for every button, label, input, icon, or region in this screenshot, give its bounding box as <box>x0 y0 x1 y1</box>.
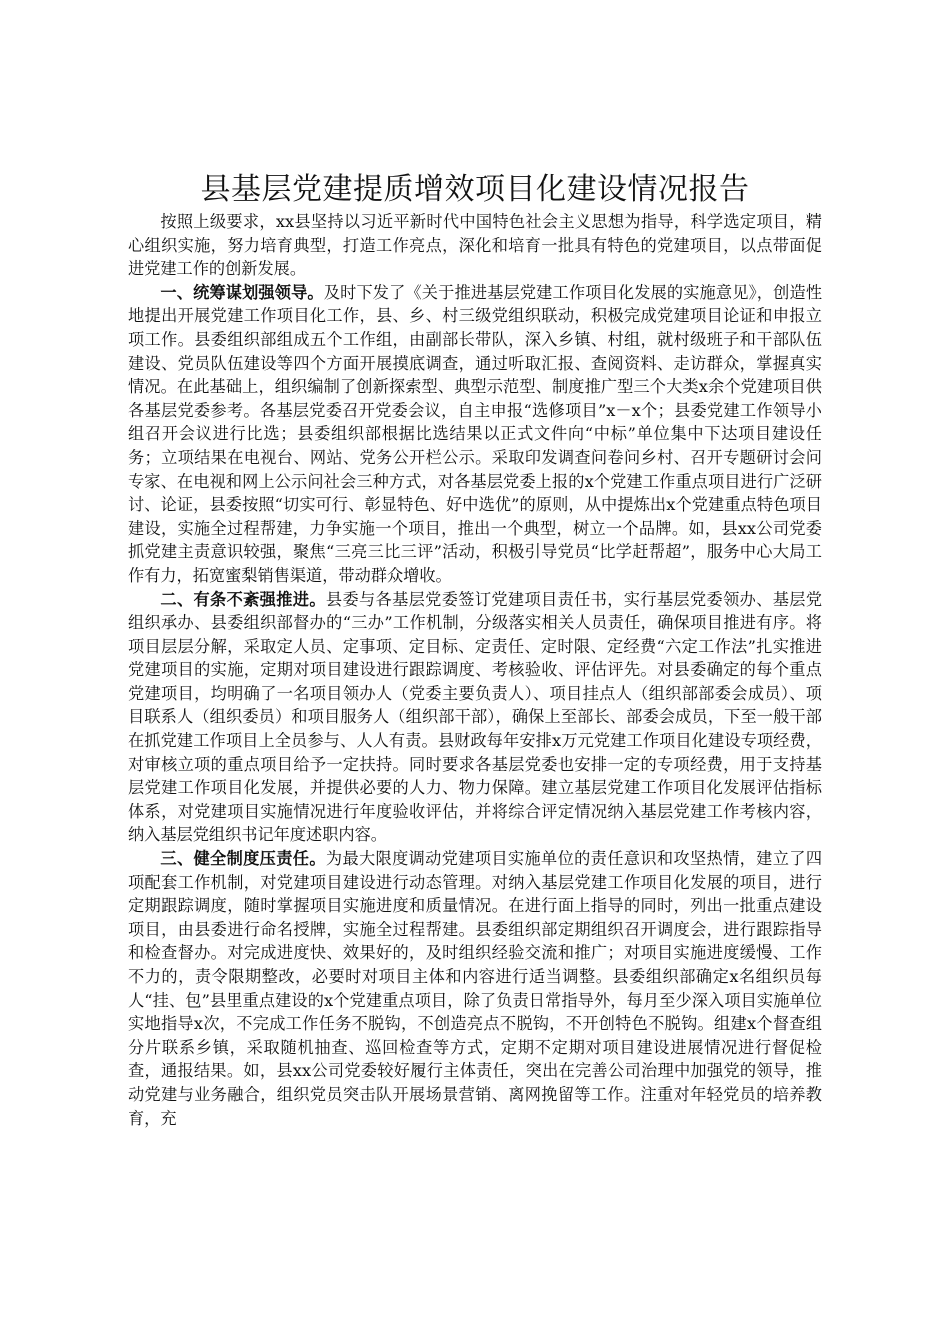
document-title: 县基层党建提质增效项目化建设情况报告 <box>200 172 750 207</box>
section-2-paragraph <box>128 588 822 848</box>
section-1-heading: 一、统筹谋划强领导。 <box>160 282 324 302</box>
section-2-heading: 二、有条不紊强推进。 <box>160 589 326 609</box>
section-1-body: 及时下发了《关于推进基层党建工作项目化发展的实施意见》，创造性地提出开展党建工作项目化工作，县、乡、村三级党组织联动，积极完成党建项目论证和申报立项工作。县委组织部组成五个工作组，由副部长带队，深入乡镇、村组，就村级班子和干部队伍建设、党员队伍建设等四个方面开展摸底调查，通过听取汇报、查阅资料、走访群众，掌握真实情况。在此基础上，组织编制了创新探索型、典型示范型、制度推广型三个大类x余个党建项目供各基层党委参考。各基层党委召开党委会议，自主申报“选修项目”x－x个；县委党建工作领导小组召开会议进行比选；县委组织部根据比选结果以正式文件向“中标”单位集中下达项目建设任务；立项结果在电视台、网站、党务公开栏公示。采取印发调查问卷问乡村、召开专题研讨会问专家、在电视和网上公示问社会三种方式，对各基层党委上报的x个党建工作重点项目进行广泛研讨、论证，县委按照“切实可行、彰显特色、好中选优”的原则，从中提炼出x个党建重点特色项目建设，实施全过程帮建，力争实施一个项目，推出一个典型，树立一个品牌。如，县xx公司党委抓党建主责意识较强，聚焦“三亮三比三评”活动，积极引导党员“比学赶帮超”，服务中心大局工作有力，拓宽蜜梨销售渠道，带动群众增收。 <box>128 282 823 585</box>
section-3-body: 为最大限度调动党建项目实施单位的责任意识和攻坚热情，建立了四项配套工作机制，对党建项目建设进行动态管理。对纳入基层党建工作项目化发展的项目，进行定期跟踪调度，随时掌握项目实施进度和质量情况。在进行面上指导的同时，列出一批重点建设项目，由县委进行命名授牌，实施全过程帮建。县委组织部定期组织召开调度会，进行跟踪指导和检查督办。对完成进度快、效果好的，及时组织经验交流和推广；对项目实施进度缓慢、工作不力的，责令限期整改，必要时对项目主体和内容进行适当调整。县委组织部确定x名组织员每人“挂、包”县里重点建设的x个党建重点项目，除了负责日常指导外，每月至少深入项目实施单位实地指导x次，不完成工作任务不脱钩，不创造亮点不脱钩，不开创特色不脱钩。组建x个督查组分片联系乡镇，采取随机抽查、巡回检查等方式，定期不定期对项目建设进展情况进行督促检查，通报结果。如，县xx公司党委较好履行主体责任，突出在完善公司治理中加强党的领导，推动党建与业务融合，组织党员突击队开展场景营销、离网挽留等工作。注重对年轻党员的培养教育，充 <box>128 849 823 1128</box>
section-2-body: 县委与各基层党委签订党建项目责任书，实行基层党委领办、基层党组织承办、县委组织部督办的“三办”工作机制，分级落实相关人员责任，确保项目推进有序。将项目层层分解，采取定人员、定事项、定目标、定责任、定时限、定经费“六定工作法”扎实推进党建项目的实施，定期对项目建设进行跟踪调度、考核验收、评估评先。对县委确定的每个重点党建项目，均明确了一名项目领办人（党委主要负责人）、项目挂点人（组织部部委会成员）、项目联系人（组织委员）和项目服务人（组织部干部），确保上至部长、部委会成员，下至一般干部在抓党建工作项目上全员参与、人人有责。县财政每年安排x万元党建工作项目化建设专项经费，对审核立项的重点项目给予一定扶持。同时要求各基层党委也安排一定的专项经费，用于支持基层党建工作项目化发展，并提供必要的人力、物力保障。建立基层党建工作项目化发展评估指标体系，对党建项目实施情况进行年度验收评估，并将综合评定情况纳入基层党建工作考核内容，纳入基层党组织书记年度述职内容。 <box>128 589 823 845</box>
section-3-heading: 三、健全制度压责任。 <box>160 849 326 869</box>
section-1-paragraph <box>128 281 822 588</box>
intro-paragraph: 按照上级要求，xx县坚持以习近平新时代中国特色社会主义思想为指导，科学选定项目，精心组织实施，努力培育典型，打造工作亮点，深化和培育一批具有特色的党建项目，以点带面促进党建工作的创新发展。 <box>128 212 822 279</box>
section-3-paragraph <box>128 847 822 1130</box>
document-body <box>128 170 822 1130</box>
